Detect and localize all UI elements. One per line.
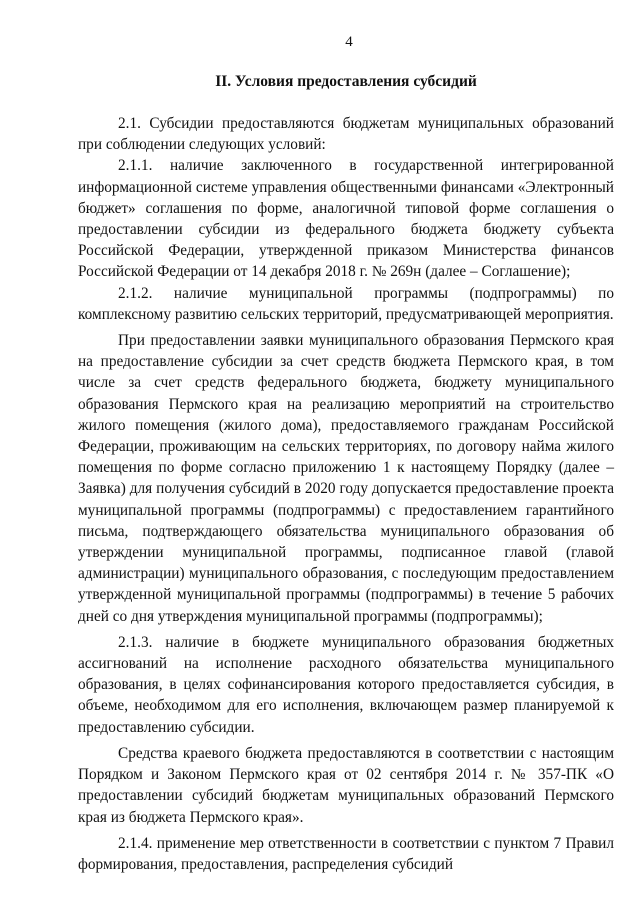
paragraph-2-1: 2.1. Субсидии предоставляются бюджетам муниципальных образований при соблюдении следующих условий: — [78, 115, 614, 154]
paragraph-2-1-4: 2.1.4. применение мер ответственности в соответствии с пунктом 7 Правил формирования, предоставления, распределения субсидий — [78, 834, 614, 873]
paragraph-2-1-1: 2.1.1. наличие заключенного в государственной интегрированной информационной системе управления общественными финансами «Электронный бюджет» соглашения по форме, аналогичной типовой форме соглашения о предоставлении субсидии из федерального бюджета бюджету субъекта Российской Федерации, утвержденной приказом Министерства финансов Российской Федерации от 14 декабря 2018 г. № 269н (далее – Соглашение); — [78, 157, 614, 281]
section-title: II. Условия предоставления субсидий — [215, 73, 477, 90]
paragraph-2-1-2: 2.1.2. наличие муниципальной программы (подпрограммы) по комплексному развитию сельских территорий, предусматривающей мероприятия. — [78, 284, 614, 323]
page-number: 4 — [345, 34, 353, 50]
paragraph-regional-funds: Средства краевого бюджета предоставляются в соответствии с настоящим Порядком и Законом Пермского края от 02 сентября 2014 г. № 357-ПК «О предоставлении субсидий бюджетам муниципальных образований Пермского края из бюджета Пермского края». — [78, 744, 614, 826]
paragraph-2-1-3: 2.1.3. наличие в бюджете муниципального образования бюджетных ассигнований на исполнение расходного обязательства муниципального образования, в целях софинансирования которого предоставляется субсидия, в объеме, необходимом для его исполнения, включающем размер планируемой к предоставлению субсидии. — [78, 633, 614, 736]
paragraph-application: При предоставлении заявки муниципального образования Пермского края на предоставление субсидии за счет средств бюджета Пермского края, в том числе за счет средств федерального бюджета, бюджету муниципального образования Пермского края на реализацию мероприятий на строительство жилого помещения (жилого дома), предоставляемого гражданам Российской Федерации, проживающим на сельских территориях, по договору найма жилого помещения по форме согласно приложению 1 к настоящему Порядку (далее – Заявка) для получения субсидий в 2020 году допускается предоставление проекта муниципальной программы (подпрограммы) с предоставлением гарантийного письма, подтверждающего обязательства муниципального образования об утверждении муниципальной программы, подписанное главой (главой администрации) муниципального образования, с последующим предоставлением утвержденной муниципальной программы (подпрограммы) в течение 5 рабочих дней со дня утверждения муниципальной программы (подпрограммы); — [78, 332, 614, 625]
